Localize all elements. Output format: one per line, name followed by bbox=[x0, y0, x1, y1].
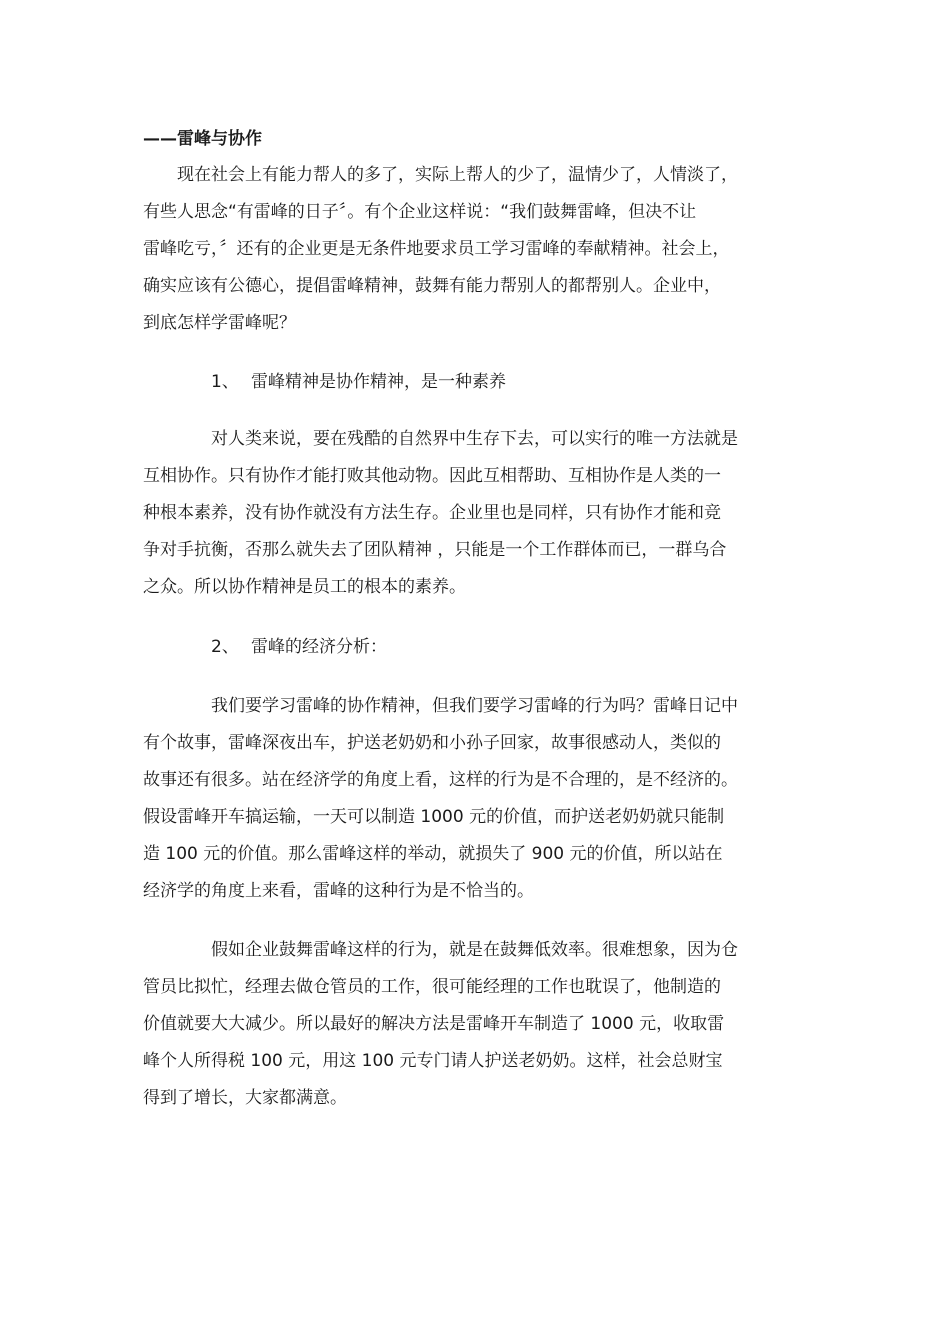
document-title: ——雷峰与协作 bbox=[143, 129, 262, 149]
intro-line: 有些人思念“有雷峰的日子〞。有个企业这样说：“我们鼓舞雷峰，但决不让 bbox=[143, 202, 697, 222]
section2-line: 造 100 元的价值。那么雷峰这样的举动，就损失了 900 元的价值，所以站在 bbox=[143, 844, 723, 864]
intro-paragraph bbox=[143, 157, 809, 342]
intro-line: 雷峰吃亏，〞还有的企业更是无条件地要求员工学习雷峰的奉献精神。社会上， bbox=[143, 239, 730, 259]
section2-line: 经济学的角度上来看，雷峰的这种行为是不恰当的。 bbox=[143, 881, 534, 901]
intro-line: 现在社会上有能力帮人的多了，实际上帮人的少了，温情少了，人情淡了， bbox=[177, 165, 738, 185]
section1-line: 互相协作。只有协作才能打败其他动物。因此互相帮助、互相协作是人类的一 bbox=[143, 466, 721, 486]
section2-line: 假设雷峰开车搞运输，一天可以制造 1000 元的价值，而护送老奶奶就只能制 bbox=[143, 807, 725, 827]
section2-line: 价值就要大大减少。所以最好的解决方法是雷峰开车制造了 1000 元，收取雷 bbox=[143, 1014, 725, 1034]
section2-line: 我们要学习雷峰的协作精神，但我们要学习雷峰的行为吗？雷峰日记中 bbox=[211, 696, 738, 716]
section1-line: 争对手抗衡，否那么就失去了团队精神 ，只能是一个工作群体而已，一群乌合 bbox=[143, 540, 727, 560]
section2-line: 假如企业鼓舞雷峰这样的行为，就是在鼓舞低效率。很难想象，因为仓 bbox=[211, 940, 738, 960]
intro-line: 到底怎样学雷峰呢？ bbox=[143, 313, 296, 333]
section2-number: 2、 bbox=[211, 637, 239, 657]
section2-line: 故事还有很多。站在经济学的角度上看，这样的行为是不合理的，是不经济的。 bbox=[143, 770, 738, 790]
section1-paragraph bbox=[143, 421, 809, 606]
section2-heading bbox=[211, 634, 387, 660]
section1-heading-text: 雷峰精神是协作精神，是一种素养 bbox=[251, 372, 506, 392]
section1-line: 种根本素养，没有协作就没有方法生存。企业里也是同样，只有协作才能和竞 bbox=[143, 503, 721, 523]
section1-line: 对人类来说，要在残酷的自然界中生存下去，可以实行的唯一方法就是 bbox=[211, 429, 738, 449]
section2-line: 峰个人所得税 100 元，用这 100 元专门请人护送老奶奶。这样，社会总财宝 bbox=[143, 1051, 723, 1071]
section1-number: 1、 bbox=[211, 372, 239, 392]
section2-paragraph-1 bbox=[143, 688, 809, 910]
section2-line: 得到了增长，大家都满意。 bbox=[143, 1088, 347, 1108]
section2-paragraph-2 bbox=[143, 932, 809, 1117]
section2-line: 有个故事，雷峰深夜出车，护送老奶奶和小孙子回家，故事很感动人，类似的 bbox=[143, 733, 721, 753]
section2-heading-text: 雷峰的经济分析： bbox=[251, 637, 387, 657]
section2-line: 管员比拟忙，经理去做仓管员的工作，很可能经理的工作也耽误了，他制造的 bbox=[143, 977, 721, 997]
section1-line: 之众。所以协作精神是员工的根本的素养。 bbox=[143, 577, 466, 597]
section1-heading bbox=[211, 369, 506, 395]
intro-line: 确实应该有公德心，提倡雷峰精神，鼓舞有能力帮别人的都帮别人。企业中， bbox=[143, 276, 721, 296]
